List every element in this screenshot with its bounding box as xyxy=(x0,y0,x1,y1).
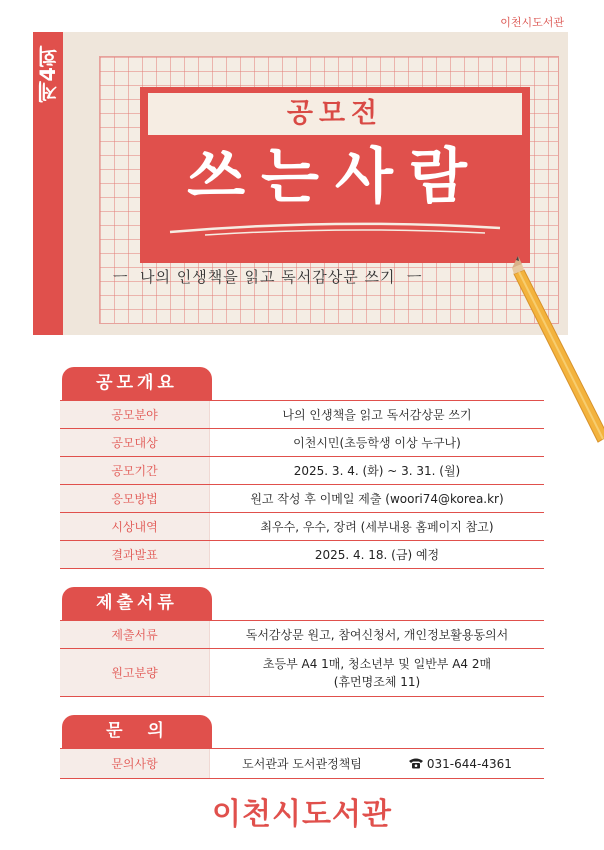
banner-subtitle: 공모전 xyxy=(148,93,522,135)
footer-org-name: 이천시도서관 xyxy=(212,797,392,832)
banner-slogan: 나의 인생책을 읽고 독서감상문 쓰기 xyxy=(140,268,396,286)
table-row xyxy=(60,401,544,429)
row-value: 최우수, 우수, 장려 (세부내용 홈페이지 참고) xyxy=(260,519,494,534)
table-row xyxy=(60,429,544,457)
row-label: 공모분야 xyxy=(60,401,210,428)
table-row xyxy=(60,649,544,697)
documents-heading: 제출서류 xyxy=(62,587,212,620)
row-label: 공모기간 xyxy=(60,457,210,484)
table-row xyxy=(60,513,544,541)
row-label: 공모대상 xyxy=(60,429,210,456)
row-value: 2025. 4. 18. (금) 예정 xyxy=(314,547,440,562)
title-box xyxy=(140,87,530,263)
documents-header xyxy=(60,588,544,621)
row-value-line: (휴먼명조체 11) xyxy=(333,674,421,689)
banner-title: 쓰는사람 xyxy=(187,142,483,212)
edition-strip xyxy=(33,32,63,335)
telephone-icon xyxy=(408,757,424,769)
row-label: 시상내역 xyxy=(60,513,210,540)
overview-header xyxy=(60,368,544,401)
overview-heading: 공모개요 xyxy=(62,367,212,400)
table-row xyxy=(60,749,544,779)
row-label: 응모방법 xyxy=(60,485,210,512)
row-label: 결과발표 xyxy=(60,541,210,568)
table-row xyxy=(60,485,544,513)
contest-banner xyxy=(33,32,568,335)
row-label: 문의사항 xyxy=(60,749,210,778)
row-value: 이천시민(초등학생 이상 누구나) xyxy=(293,435,461,450)
table-row xyxy=(60,621,544,649)
contact-phone-number: 031-644-4361 xyxy=(426,756,512,771)
row-label: 제출서류 xyxy=(60,621,210,648)
inquiry-heading: 문 의 xyxy=(62,715,212,748)
inquiry-header xyxy=(60,716,544,749)
overview-section xyxy=(60,368,544,569)
row-value xyxy=(210,749,544,778)
contact-department: 도서관과 도서관정책팀 xyxy=(242,756,362,771)
banner-slogan-line: ㅡ 나의 인생책을 읽고 독서감상문 쓰기 ㅡ xyxy=(113,268,423,286)
row-label: 원고분량 xyxy=(60,649,210,696)
table-row xyxy=(60,541,544,569)
header-org-name: 이천시도서관 xyxy=(500,16,564,29)
swash-decoration xyxy=(165,220,505,238)
row-value xyxy=(210,649,544,696)
edition-label: 제4회 xyxy=(36,46,60,103)
row-value-line: 초등부 A4 1매, 청소년부 및 일반부 A4 2매 xyxy=(262,656,492,671)
table-row xyxy=(60,457,544,485)
inquiry-section xyxy=(60,716,544,779)
row-value: 원고 작성 후 이메일 제출 (woori74@korea.kr) xyxy=(250,491,504,506)
row-value: 독서감상문 원고, 참여신청서, 개인정보활용동의서 xyxy=(245,627,509,642)
contact-phone xyxy=(408,755,512,773)
documents-section xyxy=(60,588,544,697)
row-value: 나의 인생책을 읽고 독서감상문 쓰기 xyxy=(282,407,472,422)
row-value: 2025. 3. 4. (화) ~ 3. 31. (월) xyxy=(293,463,461,478)
